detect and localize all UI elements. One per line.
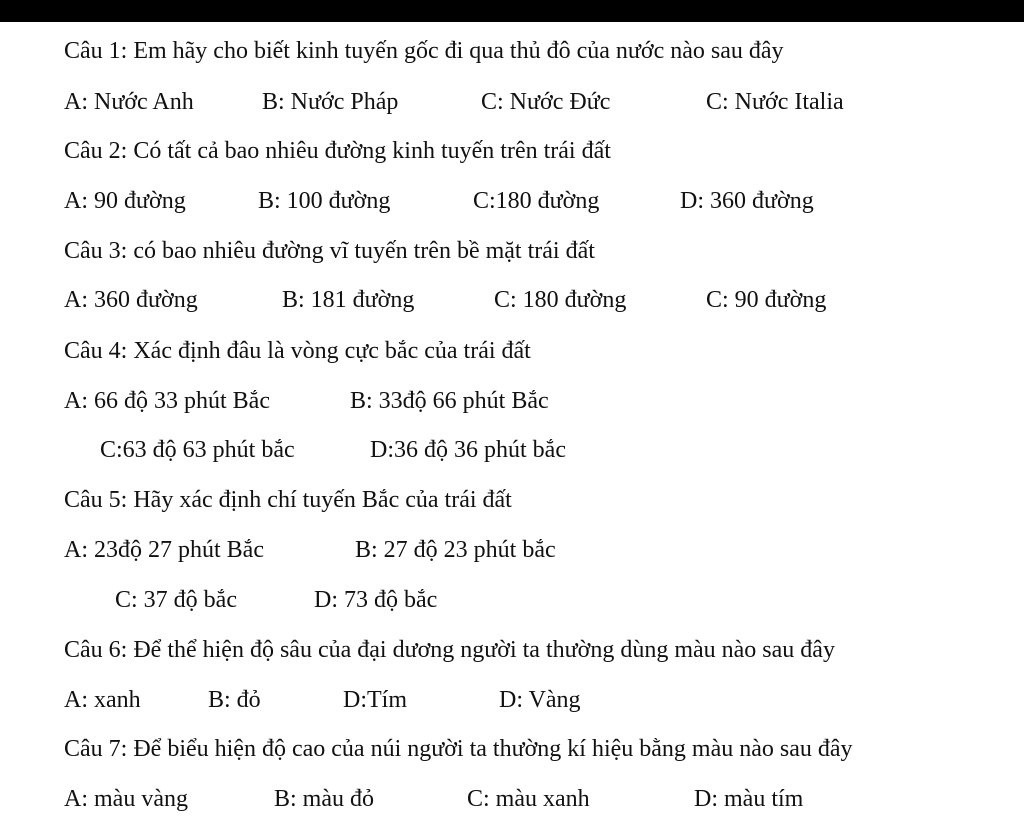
question-4-options-row-1 [0,386,1024,416]
question-2-text: Câu 2: Có tất cả bao nhiêu đường kinh tuyến trên trái đất [64,138,611,164]
question-3-options [0,285,1024,315]
question-2-option-b: B: 100 đường [258,188,391,214]
question-6-option-d: D: Vàng [499,687,581,713]
question-4-options-row-2 [0,435,1024,465]
question-7-option-a: A: màu vàng [64,786,188,812]
question-1-text: Câu 1: Em hãy cho biết kinh tuyến gốc đi qua thủ đô của nước nào sau đây [64,38,784,64]
document-page [0,22,1024,824]
question-6-options [0,685,1024,715]
question-7-option-c: C: màu xanh [467,786,590,812]
question-5-options-row-1 [0,535,1024,565]
top-black-bar [0,0,1024,22]
question-5-option-c: C: 37 độ bắc [115,587,237,613]
question-7-options [0,784,1024,814]
question-4-option-c: C:63 độ 63 phút bắc [100,437,295,463]
question-1-option-a: A: Nước Anh [64,89,194,115]
question-7-option-d: D: màu tím [694,786,804,812]
question-6-option-c: D:Tím [343,687,407,713]
question-2-options [0,186,1024,216]
question-3-text: Câu 3: có bao nhiêu đường vĩ tuyến trên bề mặt trái đất [64,238,595,264]
question-3-option-d: C: 90 đường [706,287,827,313]
question-6-text: Câu 6: Để thể hiện độ sâu của đại dương người ta thường dùng màu nào sau đây [64,637,835,663]
question-2-option-d: D: 360 đường [680,188,814,214]
question-4-option-a: A: 66 độ 33 phút Bắc [64,388,270,414]
question-3-option-c: C: 180 đường [494,287,627,313]
question-4-option-b: B: 33độ 66 phút Bắc [350,388,549,414]
question-6-option-b: B: đỏ [208,687,261,713]
question-5-option-b: B: 27 độ 23 phút bắc [355,537,556,563]
question-1-option-b: B: Nước Pháp [262,89,399,115]
question-2-option-a: A: 90 đường [64,188,186,214]
question-4-text: Câu 4: Xác định đâu là vòng cực bắc của trái đất [64,338,531,364]
question-1-option-d: C: Nước Italia [706,89,844,115]
question-5-option-a: A: 23độ 27 phút Bắc [64,537,264,563]
question-5-text: Câu 5: Hãy xác định chí tuyến Bắc của trái đất [64,487,512,513]
question-5-option-d: D: 73 độ bắc [314,587,438,613]
question-3-option-b: B: 181 đường [282,287,415,313]
question-1-options [0,87,1024,117]
question-5-options-row-2 [0,585,1024,615]
question-7-option-b: B: màu đỏ [274,786,374,812]
question-2-option-c: C:180 đường [473,188,600,214]
question-3-option-a: A: 360 đường [64,287,198,313]
question-1-option-c: C: Nước Đức [481,89,611,115]
question-7-text: Câu 7: Để biểu hiện độ cao của núi người ta thường kí hiệu bằng màu nào sau đây [64,736,853,762]
question-4-option-d: D:36 độ 36 phút bắc [370,437,566,463]
question-6-option-a: A: xanh [64,687,141,713]
